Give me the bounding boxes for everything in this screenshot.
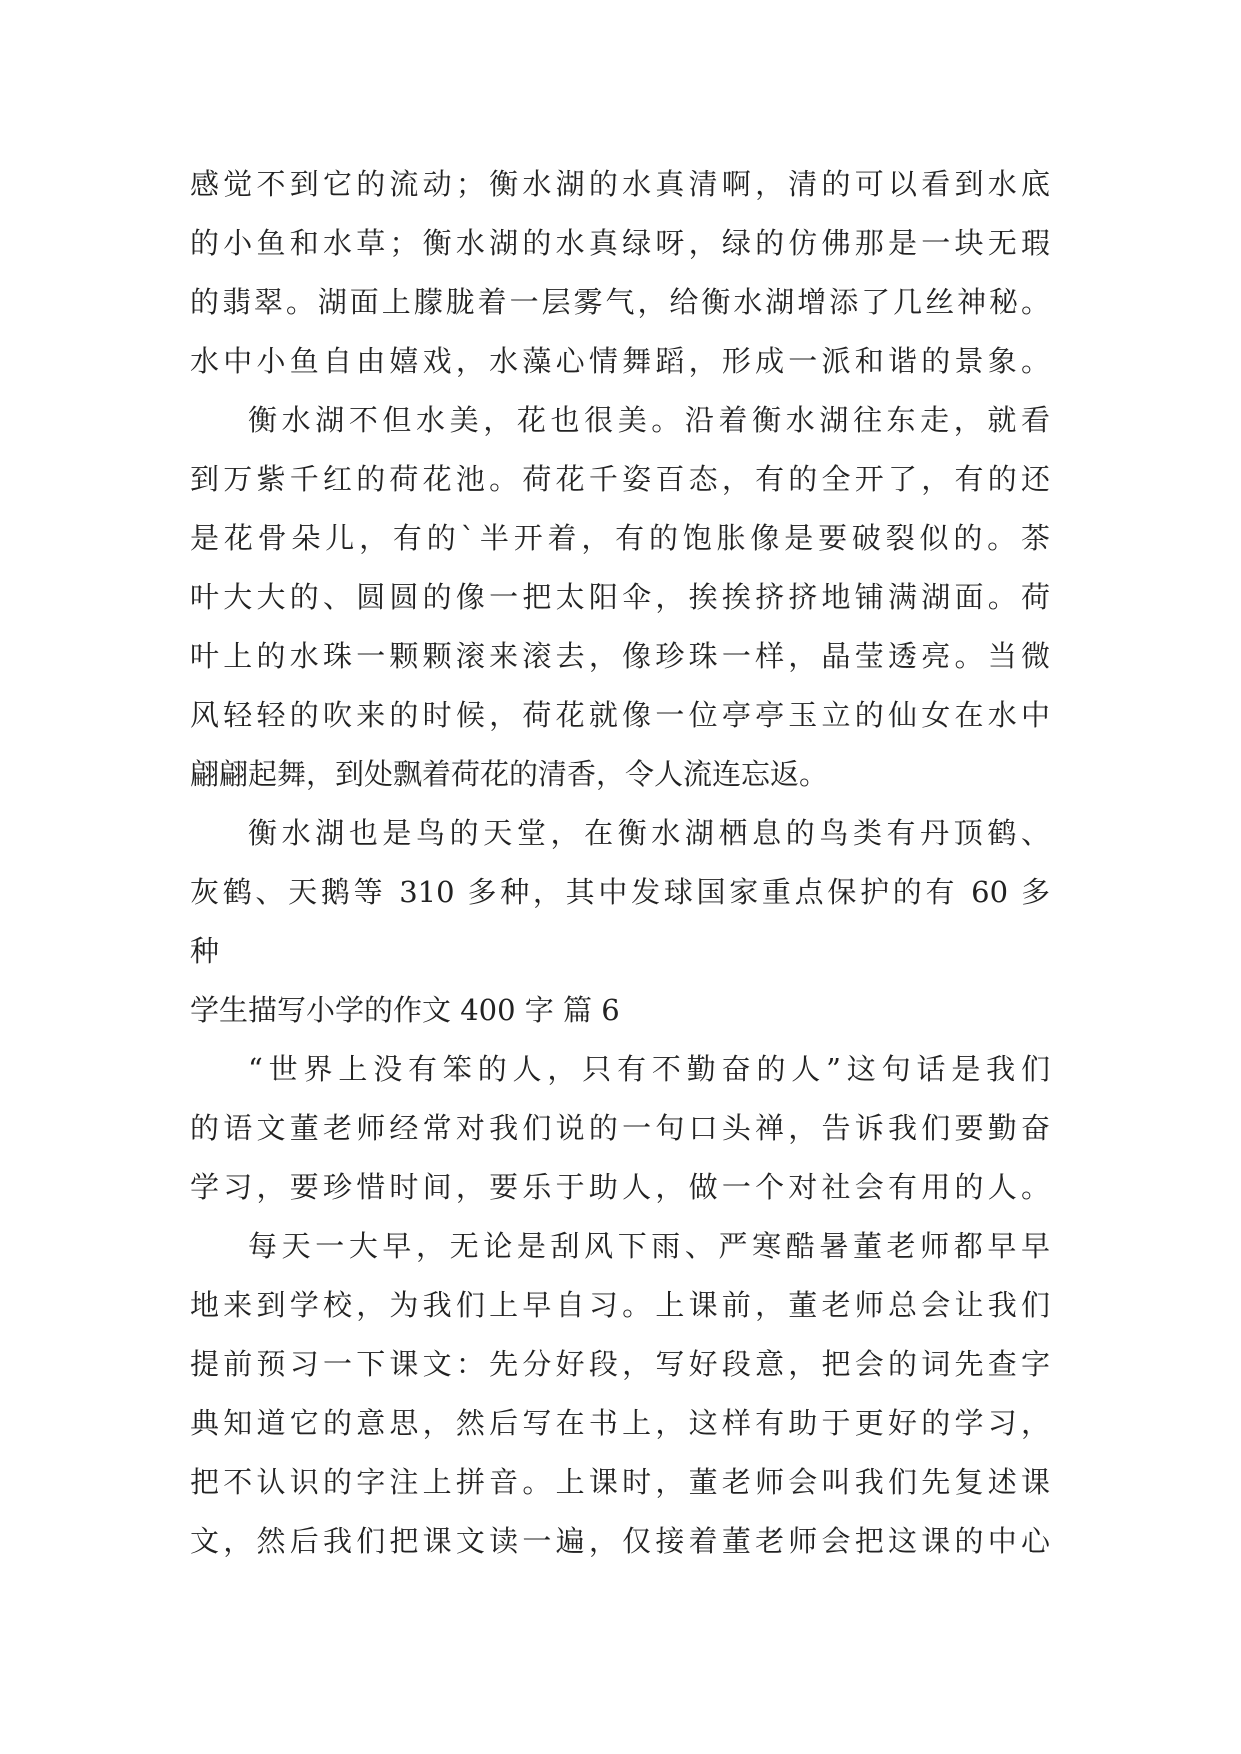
text-line: 灰鹤、天鹅等 310 多种，其中发球国家重点保护的有 60 多	[190, 875, 1050, 909]
text-line: 把不认识的字注上拼音。上课时，董老师会叫我们先复述课	[190, 1465, 1050, 1499]
text-line: 是花骨朵儿，有的`半开着，有的饱胀像是要破裂似的。茶	[190, 521, 1050, 555]
text-line: 的小鱼和水草；衡水湖的水真绿呀，绿的仿佛那是一块无瑕	[190, 226, 1050, 260]
text-line: 的语文董老师经常对我们说的一句口头禅，告诉我们要勤奋	[190, 1111, 1050, 1145]
text-line: 典知道它的意思，然后写在书上，这样有助于更好的学习，	[190, 1406, 1050, 1440]
text-line: 的翡翠。湖面上朦胧着一层雾气，给衡水湖增添了几丝神秘。	[190, 285, 1050, 319]
text-line: 风轻轻的吹来的时候，荷花就像一位亭亭玉立的仙女在水中	[190, 698, 1050, 732]
text-line: 叶大大的、圆圆的像一把太阳伞，挨挨挤挤地铺满湖面。荷	[190, 580, 1050, 614]
text-line: 文，然后我们把课文读一遍，仅接着董老师会把这课的中心	[190, 1524, 1050, 1558]
text-line: 衡水湖不但水美，花也很美。沿着衡水湖往东走，就看	[248, 403, 1050, 437]
text-line: 感觉不到它的流动；衡水湖的水真清啊，清的可以看到水底	[190, 167, 1050, 201]
text-line: 叶上的水珠一颗颗滚来滚去，像珍珠一样，晶莹透亮。当微	[190, 639, 1050, 673]
text-line: 种	[190, 934, 220, 968]
section-heading: 学生描写小学的作文 400 字 篇 6	[190, 993, 620, 1027]
text-line: 学习，要珍惜时间，要乐于助人，做一个对社会有用的人。	[190, 1170, 1050, 1204]
text-line: “世界上没有笨的人，只有不勤奋的人”这句话是我们	[248, 1052, 1050, 1086]
text-line: 水中小鱼自由嬉戏，水藻心情舞蹈，形成一派和谐的景象。	[190, 344, 1050, 378]
text-line: 到万紫千红的荷花池。荷花千姿百态，有的全开了，有的还	[190, 462, 1050, 496]
text-line: 提前预习一下课文：先分好段，写好段意，把会的词先查字	[190, 1347, 1050, 1381]
essay-text	[190, 155, 1050, 1571]
text-line: 每天一大早，无论是刮风下雨、严寒酷暑董老师都早早	[248, 1229, 1050, 1263]
text-line: 衡水湖也是鸟的天堂，在衡水湖栖息的鸟类有丹顶鹤、	[248, 816, 1050, 850]
text-line: 翩翩起舞，到处飘着荷花的清香，令人流连忘返。	[190, 757, 829, 791]
text-line: 地来到学校，为我们上早自习。上课前，董老师总会让我们	[190, 1288, 1050, 1322]
